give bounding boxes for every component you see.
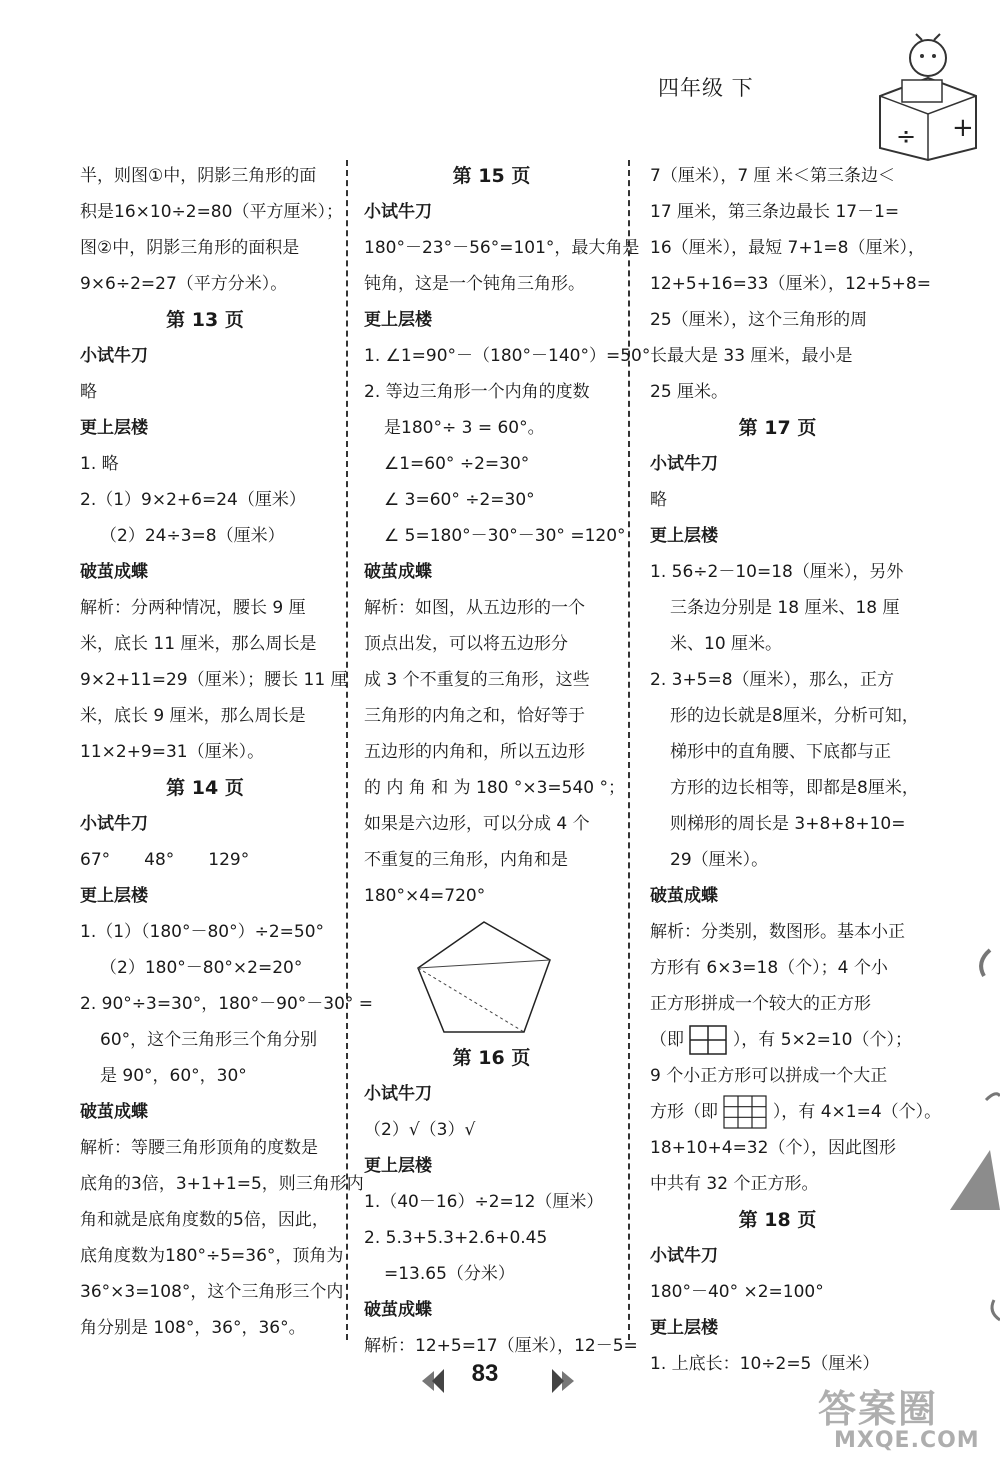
answer-line: 1. 略 — [80, 454, 119, 474]
page-heading: 第 15 页 — [452, 165, 531, 187]
answer-line: 底角的3倍，3+1+1=5，则三角形内 — [80, 1174, 364, 1194]
grid-3x3-icon — [723, 1095, 767, 1129]
answer-line: 略 — [650, 490, 667, 510]
answer-line: 解析：如图，从五边形的一个 — [364, 598, 585, 618]
answer-line: 积是16×10÷2=80（平方厘米）； — [80, 202, 343, 222]
answer-line: 12+5+16=33（厘米），12+5+8= — [650, 274, 931, 294]
grid2-suffix: ），有 4×1=4（个）。 — [772, 1102, 942, 1122]
answer-line: 2. 5.3+5.3+2.6+0.45 — [364, 1228, 548, 1248]
answer-line: 米，底长 11 厘米，那么周长是 — [80, 634, 317, 654]
answer-line: 方形的边长相等，即都是8厘米， — [670, 778, 919, 798]
section-heading: 小试牛刀 — [80, 346, 148, 365]
answer-line: 略 — [80, 382, 97, 402]
answer-line: 2.（1）9×2+6=24（厘米） — [80, 490, 306, 510]
answer-line: （2）24÷3=8（厘米） — [100, 526, 285, 546]
answer-line: 解析：12+5=17（厘米），12－5= — [364, 1336, 638, 1356]
answer-line: 角和就是底角度数的5倍，因此， — [80, 1210, 329, 1230]
answer-line: 形的边长就是8厘米，分析可知， — [670, 706, 919, 726]
page-heading: 第 17 页 — [738, 417, 817, 439]
page-heading: 第 14 页 — [166, 777, 244, 799]
answer-column-3 — [650, 158, 942, 1382]
page-number: 83 — [471, 1360, 499, 1387]
answer-line: 顶点出发，可以将五边形分 — [364, 634, 568, 654]
answer-line: 五边形的内角和，所以五边形 — [364, 742, 585, 762]
section-heading: 小试牛刀 — [650, 454, 718, 473]
pentagon-figure — [414, 918, 554, 1036]
answer-line: 不重复的三角形，内角和是 — [364, 850, 568, 870]
answer-line: 三角形的内角之和，恰好等于 — [364, 706, 585, 726]
grade-label: 四年级 下 — [658, 76, 754, 100]
section-heading: 破茧成蝶 — [80, 562, 148, 581]
grid1-suffix: ），有 5×2=10（个）； — [732, 1030, 912, 1050]
page-heading: 第 16 页 — [452, 1047, 531, 1069]
answer-line: 9×6÷2=27（平方分米）。 — [80, 274, 288, 294]
answer-line: 底角度数为180°÷5=36°，顶角为 — [80, 1246, 344, 1266]
grid-2x2-icon — [689, 1025, 727, 1055]
section-heading: 更上层楼 — [364, 310, 432, 329]
page-heading: 第 13 页 — [166, 309, 244, 331]
section-heading: 小试牛刀 — [80, 814, 148, 833]
answer-line: 角分别是 108°，36°，36°。 — [80, 1318, 306, 1338]
section-heading: 小试牛刀 — [364, 1084, 432, 1103]
answer-line: =13.65（分米） — [384, 1264, 515, 1284]
answer-line: （2）180°－80°×2=20° — [100, 958, 303, 978]
answer-line: ∠1=60° ÷2=30° — [384, 454, 530, 474]
answer-line: 解析：分类别，数图形。基本小正 — [650, 922, 905, 942]
answer-line: 米，底长 9 厘米，那么周长是 — [80, 706, 306, 726]
section-heading: 更上层楼 — [80, 418, 148, 437]
answer-line: ∠ 5=180°－30°－30° =120° — [384, 526, 626, 546]
answer-line: 如果是六边形，可以分成 4 个 — [364, 814, 590, 834]
answer-line: 36°×3=108°，这个三角形三个内 — [80, 1282, 344, 1302]
answer-line: 2. 等边三角形一个内角的度数 — [364, 382, 590, 402]
answer-line: 11×2+9=31（厘米）。 — [80, 742, 265, 762]
column-divider-2 — [628, 160, 630, 1340]
answer-line: 25 厘米。 — [650, 382, 729, 402]
answer-line: 180°×4=720° — [364, 886, 486, 906]
answer-line: 2. 3+5=8（厘米），那么，正方 — [650, 670, 895, 690]
section-heading: 破茧成蝶 — [80, 1102, 148, 1121]
answer-line: 三条边分别是 18 厘米、18 厘 — [670, 598, 900, 618]
answer-line: 1.（40－16）÷2=12（厘米） — [364, 1192, 604, 1212]
answer-line: 1. 56÷2－10=18（厘米），另外 — [650, 562, 904, 582]
answer-line: 29（厘米）。 — [670, 850, 769, 870]
answer-line: 16（厘米），最短 7+1=8（厘米）， — [650, 238, 925, 258]
grid2-prefix: 方形（即 — [650, 1102, 718, 1122]
answer-line: 中共有 32 个正方形。 — [650, 1174, 819, 1194]
section-heading: 更上层楼 — [364, 1156, 432, 1175]
section-heading: 破茧成蝶 — [364, 1300, 432, 1319]
section-heading: 破茧成蝶 — [650, 886, 718, 905]
answer-line: 梯形中的直角腰、下底都与正 — [670, 742, 891, 762]
answer-line: 180°－23°－56°=101°，最大角是 — [364, 238, 640, 258]
answer-line: 米、10 厘米。 — [670, 634, 783, 654]
answer-line: 67° 48° 129° — [80, 850, 250, 870]
svg-text:+: + — [952, 113, 974, 143]
answer-line: 60°，这个三角形三个角分别 — [100, 1030, 318, 1050]
answer-line: 是180°÷ 3 = 60°。 — [384, 418, 545, 438]
page-heading: 第 18 页 — [738, 1209, 817, 1231]
answer-line: 的 内 角 和 为 180 °×3=540 °； — [364, 778, 626, 798]
text-line-with-2x2-grid — [650, 1022, 912, 1058]
section-heading: 更上层楼 — [650, 526, 718, 545]
answer-line: 17 厘米，第三条边最长 17－1= — [650, 202, 900, 222]
answer-line: 2. 90°÷3=30°，180°－90°－30° = — [80, 994, 374, 1014]
answer-line: （2）√（3）√ — [364, 1120, 476, 1140]
answer-line: 则梯形的周长是 3+8+8+10= — [670, 814, 906, 834]
answer-line: 180°－40° ×2=100° — [650, 1282, 824, 1302]
section-heading: 小试牛刀 — [364, 202, 432, 221]
answer-line: 9×2+11=29（厘米）；腰长 11 厘 — [80, 670, 348, 690]
answer-line: 方形有 6×3=18（个）；4 个小 — [650, 958, 888, 978]
answer-line: 是 90°，60°，30° — [100, 1066, 247, 1086]
answer-line: 18+10+4=32（个），因此图形 — [650, 1138, 896, 1158]
answer-line: ∠ 3=60° ÷2=30° — [384, 490, 535, 510]
answer-line: 解析：等腰三角形顶角的度数是 — [80, 1138, 318, 1158]
answer-line: 钝角，这是一个钝角三角形。 — [364, 274, 585, 294]
answer-line: 7（厘米），7 厘 米＜第三条边＜ — [650, 166, 895, 186]
answer-line: 正方形拼成一个较大的正方形 — [650, 994, 871, 1014]
answer-line: 半，则图①中，阴影三角形的面 — [80, 166, 317, 186]
watermark-url: MXQE.COM — [834, 1428, 980, 1453]
section-heading: 更上层楼 — [650, 1318, 718, 1337]
answer-line: 解析：分两种情况，腰长 9 厘 — [80, 598, 306, 618]
mascot-illustration — [872, 36, 984, 160]
answer-line: 图②中，阴影三角形的面积是 — [80, 238, 300, 258]
answer-column-1 — [80, 158, 374, 1346]
answer-line: 25（厘米），这个三角形的周 — [650, 310, 868, 330]
answer-line: 成 3 个不重复的三角形，这些 — [364, 670, 590, 690]
answer-line: 1. 上底长：10÷2=5（厘米） — [650, 1354, 880, 1374]
answer-line: 1.（1）（180°－80°）÷2=50° — [80, 922, 325, 942]
grid1-prefix: （即 — [650, 1030, 684, 1050]
section-heading: 小试牛刀 — [650, 1246, 718, 1265]
answer-line: 长最大是 33 厘米，最小是 — [650, 346, 853, 366]
triangle-decoration — [950, 940, 1000, 1360]
svg-text:÷: ÷ — [896, 122, 917, 150]
answer-line: 9 个小正方形可以拼成一个大正 — [650, 1066, 888, 1086]
column-divider-1 — [346, 160, 348, 1340]
section-heading: 更上层楼 — [80, 886, 148, 905]
section-heading: 破茧成蝶 — [364, 562, 432, 581]
text-line-with-3x3-grid — [650, 1094, 942, 1130]
answer-line: 1. ∠1=90°－（180°－140°）=50° — [364, 346, 651, 366]
answer-column-2 — [364, 158, 651, 1364]
watermark-logo: 答案圈 — [818, 1387, 939, 1431]
